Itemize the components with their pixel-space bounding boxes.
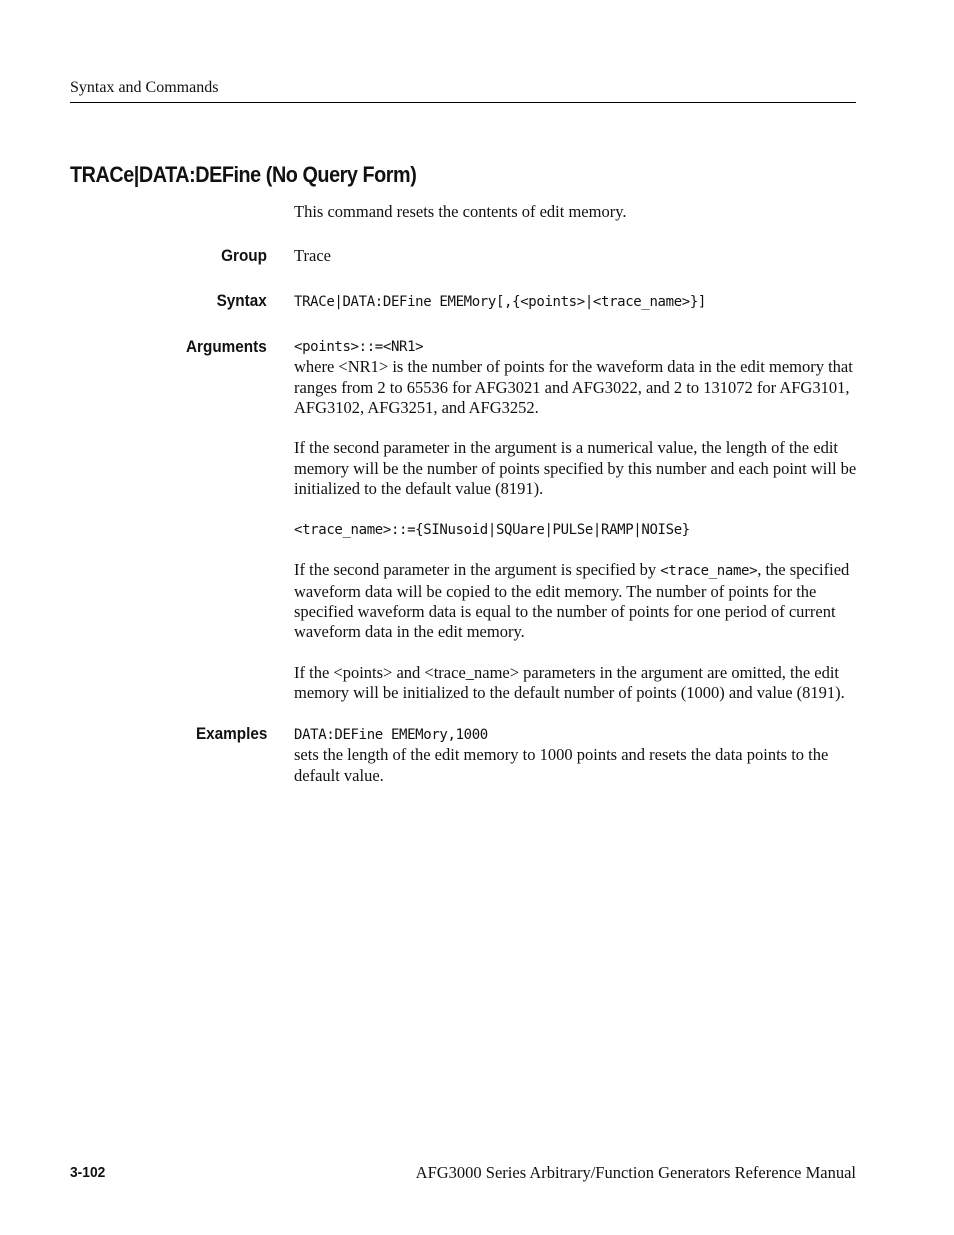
trace-name-description	[294, 560, 860, 642]
header-rule	[70, 102, 856, 103]
example-code: DATA:DEFine EMEMory,1000	[294, 727, 488, 743]
group-label: Group	[221, 246, 267, 265]
page-number: 3-102	[70, 1164, 106, 1181]
syntax-label: Syntax	[216, 291, 267, 310]
manual-title: AFG3000 Series Arbitrary/Function Generators Reference Manual	[415, 1163, 856, 1182]
trace-name-definition: <trace_name>::={SINusoid|SQUare|PULSe|RAMP|NOISe}	[294, 521, 690, 538]
example-description: sets the length of the edit memory to 1000 points and resets the data points to the default value.	[294, 745, 829, 785]
arguments-label: Arguments	[186, 337, 267, 356]
group-value: Trace	[294, 246, 331, 265]
page-title: TRACe|DATA:DEFine (No Query Form)	[70, 162, 417, 187]
examples-section	[294, 725, 860, 786]
points-definition: <points>::=<NR1>	[294, 339, 424, 355]
command-description: This command resets the contents of edit memory.	[294, 202, 627, 221]
trace-name-inline-code: <trace_name>	[660, 563, 758, 580]
points-description: where <NR1> is the number of points for the waveform data in the edit memory that ranges from 2 to 65536 for AFG3021 and AFG3022, and 2 to 131072 for AFG3101, AFG3102, AFG3251, and AFG3252.	[294, 357, 853, 417]
omitted-parameters-description: If the <points> and <trace_name> parameters in the argument are omitted, the edit memory will be initialized to the default number of points (1000) and value (8191).	[294, 662, 845, 703]
syntax-code: TRACe|DATA:DEFine EMEMory[,{<points>|<trace_name>}]	[294, 294, 707, 310]
arguments-section	[294, 337, 860, 703]
numeric-parameter-description: If the second parameter in the argument is a numerical value, the length of the edit memory will be the number of points specified by this number and each point will be initialized to the default value (8191).	[294, 438, 857, 499]
running-header: Syntax and Commands	[70, 79, 219, 96]
examples-label: Examples	[195, 724, 267, 743]
trace-text-after: , the specified waveform data will be copied to the edit memory. The number of points for the specified waveform data is equal to the number of points for one period of current waveform data in the edit memory.	[294, 560, 850, 642]
trace-text-before: If the second parameter in the argument is specified by	[294, 560, 661, 580]
